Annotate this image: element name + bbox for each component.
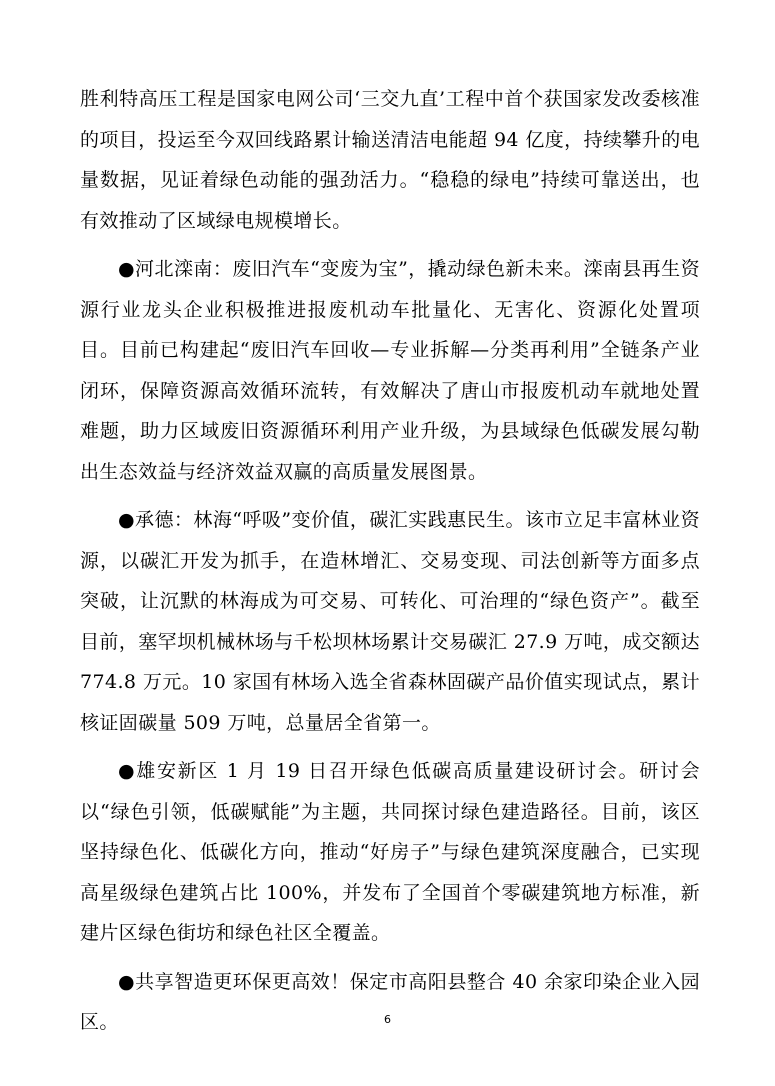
paragraph-gaoyang: ●共享智造更环保更高效！保定市高阳县整合 40 余家印染企业入园区。 <box>80 970 700 1033</box>
paragraph-chengde: ●承德：林海“呼吸”变价值，碳汇实践惠民生。该市立足丰富林业资源，以碳汇开发为抓手，在造林增汇、交易变现、司法创新等方面多点突破，让沉默的林海成为可交易、可转化、可治理的“绿色资产”。截至目前，塞罕坝机械林场与千松坝林场累计交易碳汇 27.9 万吨，成交额达 774.8 万元。10 家国有林场入选全省森林固碳产品价值实现试点，累计核证固碳量 509 万吨，总量居全省第一。 <box>80 509 700 734</box>
paragraph-xiongan: ●雄安新区 1 月 19 日召开绿色低碳高质量建设研讨会。研讨会以“绿色引领，低碳赋能”为主题，共同探讨绿色建造路径。目前，该区坚持绿色化、低碳化方向，推动“好房子”与绿色建筑深度融合，已实现高星级绿色建筑占比 100%，并发布了全国首个零碳建筑地方标准，新建片区绿色街坊和绿色社区全覆盖。 <box>80 760 700 944</box>
page-number: 6 <box>384 1013 391 1026</box>
paragraph-luannan: ●河北滦南：废旧汽车“变废为宝”，撬动绿色新未来。滦南县再生资源行业龙头企业积极推进报废机动车批量化、无害化、资源化处置项目。目前已构建起“废旧汽车回收—专业拆解—分类再利用”全链条产业闭环，保障资源高效循环流转，有效解决了唐山市报废机动车就地处置难题，助力区域废旧资源循环利用产业升级，为县域绿色低碳发展勾勒出生态效益与经济效益双赢的高质量发展图景。 <box>80 258 700 483</box>
document-body <box>80 79 700 1051</box>
paragraph-ultra-high-voltage: 胜利特高压工程是国家电网公司‘三交九直’工程中首个获国家发改委核准的项目，投运至今双回线路累计输送清洁电能超 94 亿度，持续攀升的电量数据，见证着绿色动能的强劲活力。“稳稳的绿电”持续可靠送出，也有效推动了区域绿电规模增长。 <box>80 88 700 232</box>
